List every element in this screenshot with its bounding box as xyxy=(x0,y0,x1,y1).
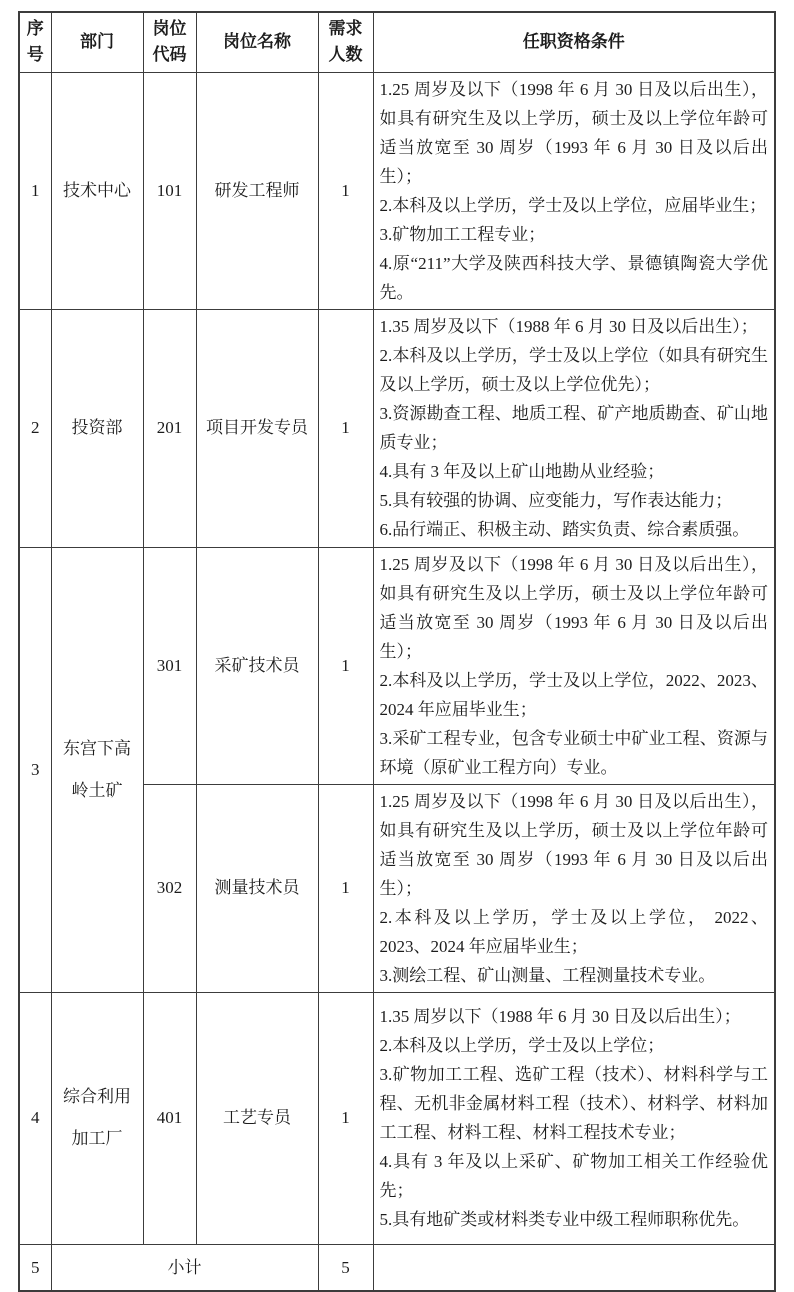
code-cell: 302 xyxy=(143,784,196,992)
header-title: 岗位名称 xyxy=(196,12,318,72)
table-row xyxy=(19,72,775,309)
count-cell: 1 xyxy=(318,784,373,992)
requirement-item: 1.25 周岁及以下（1998 年 6 月 30 日及以后出生），如具有研究生及以上学历，硕士及以上学位年龄可适当放宽至 30 周岁（1993 年 6 月 30 日及以后出生）； xyxy=(379,554,768,661)
requirements-cell xyxy=(373,309,775,547)
code-cell: 201 xyxy=(143,309,196,547)
requirement-item: 5.具有较强的协调、应变能力，写作表达能力； xyxy=(379,491,733,510)
summary-count-cell: 5 xyxy=(318,1244,373,1291)
requirement-item: 1.35 周岁以下（1988 年 6 月 30 日及以后出生）； xyxy=(379,1007,741,1026)
requirements-list xyxy=(380,75,769,307)
requirements-cell xyxy=(373,992,775,1244)
department-cell: 综合利用加工厂 xyxy=(51,992,143,1244)
code-cell: 301 xyxy=(143,547,196,784)
requirement-item: 3.矿物加工工程专业； xyxy=(379,224,546,244)
requirement-item: 5.具有地矿类或材料类专业中级工程师职称优先。 xyxy=(379,1210,750,1229)
title-cell: 采矿技术员 xyxy=(196,547,318,784)
requirement-item: 4.具有 3 年及以上矿山地勘从业经验； xyxy=(379,462,665,481)
requirements-cell xyxy=(373,784,775,992)
count-cell: 1 xyxy=(318,547,373,784)
requirement-item: 4.原“211”大学及陕西科技大学、景德镇陶瓷大学优先。 xyxy=(379,253,768,302)
requirement-item: 3.测绘工程、矿山测量、工程测量技术专业。 xyxy=(379,965,716,985)
requirement-item: 2.本科及以上学历，学士及以上学位，2022、2023、2024 年应届毕业生； xyxy=(379,670,768,719)
department-cell: 投资部 xyxy=(51,309,143,547)
table-row xyxy=(19,547,775,784)
index-cell: 3 xyxy=(19,547,51,992)
requirement-item: 1.25 周岁及以下（1998 年 6 月 30 日及以后出生），如具有研究生及以上学历，硕士及以上学位年龄可适当放宽至 30 周岁（1993 年 6 月 30 日及以后出生）； xyxy=(379,791,768,898)
count-cell: 1 xyxy=(318,72,373,309)
requirement-item: 1.25 周岁及以下（1998 年 6 月 30 日及以后出生），如具有研究生及以上学历，硕士及以上学位年龄可适当放宽至 30 周岁（1993 年 6 月 30 日及以后出生）； xyxy=(379,79,768,186)
requirements-list xyxy=(380,1002,769,1234)
table-row xyxy=(19,992,775,1244)
index-cell: 4 xyxy=(19,992,51,1244)
requirements-list xyxy=(380,312,769,544)
table-row xyxy=(19,309,775,547)
code-cell: 101 xyxy=(143,72,196,309)
recruitment-table xyxy=(18,11,776,1292)
header-row xyxy=(19,12,775,72)
title-cell: 工艺专员 xyxy=(196,992,318,1244)
index-cell: 2 xyxy=(19,309,51,547)
requirements-list xyxy=(380,787,769,990)
summary-label-cell: 小计 xyxy=(51,1244,318,1291)
requirement-item: 2.本科及以上学历，学士及以上学位（如具有研究生及以上学历，硕士及以上学位优先）； xyxy=(379,346,768,394)
header-index: 序号 xyxy=(19,12,51,72)
department-cell: 东宫下高岭土矿 xyxy=(51,547,143,992)
summary-index-cell: 5 xyxy=(19,1244,51,1291)
count-cell: 1 xyxy=(318,309,373,547)
code-cell: 401 xyxy=(143,992,196,1244)
requirement-item: 2.本科及以上学历，学士及以上学位， 2022、2023、2024 年应届毕业生； xyxy=(379,907,768,956)
requirement-item: 6.品行端正、积极主动、踏实负责、综合素质强。 xyxy=(379,520,750,539)
requirement-item: 3.采矿工程专业，包含专业硕士中矿业工程、资源与环境（原矿业工程方向）专业。 xyxy=(379,728,768,777)
header-department: 部门 xyxy=(51,12,143,72)
requirement-item: 2.本科及以上学历，学士及以上学位，应届毕业生； xyxy=(379,195,767,215)
requirements-cell xyxy=(373,547,775,784)
summary-requirements-cell xyxy=(373,1244,775,1291)
requirements-list xyxy=(380,550,769,782)
count-cell: 1 xyxy=(318,992,373,1244)
title-cell: 测量技术员 xyxy=(196,784,318,992)
requirements-cell xyxy=(373,72,775,309)
header-code: 岗位代码 xyxy=(143,12,196,72)
requirement-item: 3.资源勘查工程、地质工程、矿产地质勘查、矿山地质专业； xyxy=(379,404,768,452)
title-cell: 项目开发专员 xyxy=(196,309,318,547)
requirement-item: 4.具有 3 年及以上采矿、矿物加工相关工作经验优先； xyxy=(379,1152,768,1200)
title-cell: 研发工程师 xyxy=(196,72,318,309)
summary-row xyxy=(19,1244,775,1291)
department-cell: 技术中心 xyxy=(51,72,143,309)
index-cell: 1 xyxy=(19,72,51,309)
requirement-item: 3.矿物加工工程、选矿工程（技术）、材料科学与工程、无机非金属材料工程（技术）、材料学、材料加工工程、材料工程、材料工程技术专业； xyxy=(379,1065,768,1142)
header-count: 需求人数 xyxy=(318,12,373,72)
requirement-item: 2.本科及以上学历，学士及以上学位； xyxy=(379,1036,665,1055)
header-requirements: 任职资格条件 xyxy=(373,12,775,72)
requirement-item: 1.35 周岁及以下（1988 年 6 月 30 日及以后出生）； xyxy=(379,317,758,336)
